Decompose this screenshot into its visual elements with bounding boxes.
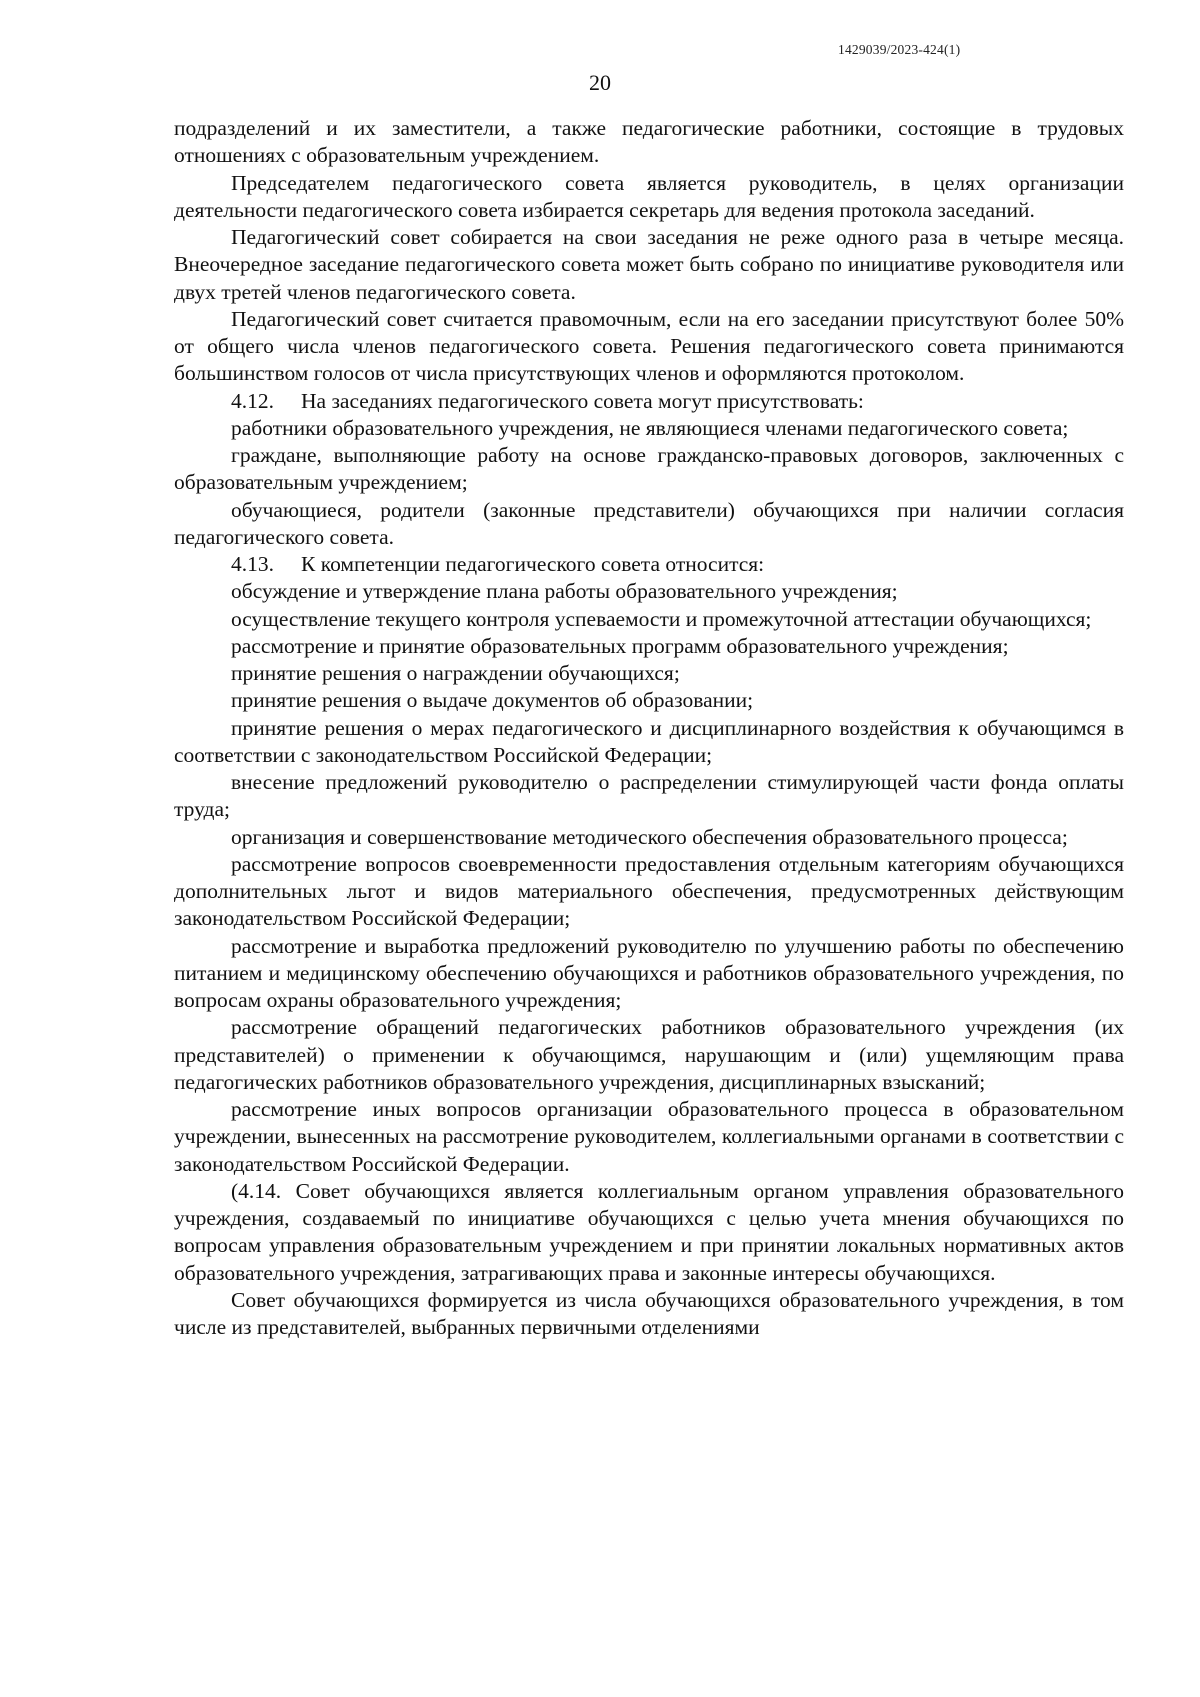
item-text: К компетенции педагогического совета относится:: [301, 552, 765, 576]
numbered-item: [174, 551, 1124, 578]
list-item: принятие решения о мерах педагогического и дисциплинарного воздействия к обучающимся в соответствии с законодательством Российской Федерации;: [174, 715, 1124, 767]
document-body: [174, 115, 1124, 1341]
list-item: принятие решения о награждении обучающихся;: [231, 661, 680, 685]
item-text: На заседаниях педагогического совета могут присутствовать:: [301, 388, 864, 413]
list-item: работники образовательного учреждения, не являющиеся членами педагогического совета;: [231, 415, 1069, 440]
list-item: обучающиеся, родители (законные представители) обучающихся при наличии согласия педагогического совета.: [174, 497, 1124, 549]
paragraph: Педагогический совет собирается на свои заседания не реже одного раза в четыре месяца. Внеочередное заседание педагогического совета может быть собрано по инициативе руководителя или двух третей членов педагогического совета.: [174, 225, 1124, 304]
numbered-item: [174, 388, 1124, 415]
list-item: рассмотрение и принятие образовательных программ образовательного учреждения;: [231, 633, 1009, 658]
list-item: рассмотрение обращений педагогических работников образовательного учреждения (их представителей) о применении к обучающимся, нарушающим и (или) ущемляющим права педагогических работников образовательного учреждения, дисциплинарных взысканий;: [174, 1015, 1124, 1094]
item-number: 4.13.: [231, 552, 274, 576]
list-item: рассмотрение и выработка предложений руководителю по улучшению работы по обеспечению питанием и медицинскому обеспечению обучающихся и работников образовательного учреждения, по вопросам охраны образовательного учреждения;: [174, 933, 1124, 1012]
list-item: рассмотрение иных вопросов организации образовательного процесса в образовательном учреждении, вынесенных на рассмотрение руководителем, коллегиальными органами в соответствии с законодательством Российской Федерации.: [174, 1097, 1124, 1176]
list-item: организация и совершенствование методического обеспечения образовательного процесса;: [231, 824, 1068, 849]
list-item: осуществление текущего контроля успеваемости и промежуточной аттестации обучающихся;: [231, 606, 1092, 631]
list-item: принятие решения о выдаче документов об образовании;: [231, 688, 754, 713]
page-number: 20: [589, 70, 611, 95]
paragraph: Совет обучающихся формируется из числа обучающихся образовательного учреждения, в том числе из представителей, выбранных первичными отделениями: [174, 1287, 1124, 1339]
list-item: рассмотрение вопросов своевременности предоставления отдельным категориям обучающихся дополнительных льгот и видов материального обеспечения, предусмотренных действующим законодательством Российской Федерации;: [174, 851, 1124, 931]
list-item: внесение предложений руководителю о распределении стимулирующей части фонда оплаты труда;: [174, 770, 1124, 822]
paragraph: подразделений и их заместители, а также педагогические работники, состоящие в трудовых отношениях с образовательным учреждением.: [174, 116, 1124, 168]
list-item: обсуждение и утверждение плана работы образовательного учреждения;: [231, 579, 898, 604]
paragraph: Педагогический совет считается правомочным, если на его заседании присутствуют более 50% от общего числа членов педагогического совета. Решения педагогического совета принимаются большинством голосов от числа присутствующих членов и оформляются протоколом.: [174, 306, 1124, 386]
list-item: граждане, выполняющие работу на основе гражданско-правовых договоров, заключенных с образовательным учреждением;: [174, 443, 1124, 495]
document-number: 1429039/2023-424(1): [838, 42, 961, 57]
item-number: 4.12.: [231, 388, 274, 413]
paragraph: Председателем педагогического совета является руководитель, в целях организации деятельности педагогического совета избирается секретарь для ведения протокола заседаний.: [174, 170, 1124, 222]
paragraph: (4.14. Совет обучающихся является коллегиальным органом управления образовательного учреждения, создаваемый по инициативе обучающихся с целью учета мнения обучающихся по вопросам управления образовательным учреждением и при принятии локальных нормативных актов образовательного учреждения, затрагивающих права и законные интересы обучающихся.: [174, 1178, 1124, 1285]
